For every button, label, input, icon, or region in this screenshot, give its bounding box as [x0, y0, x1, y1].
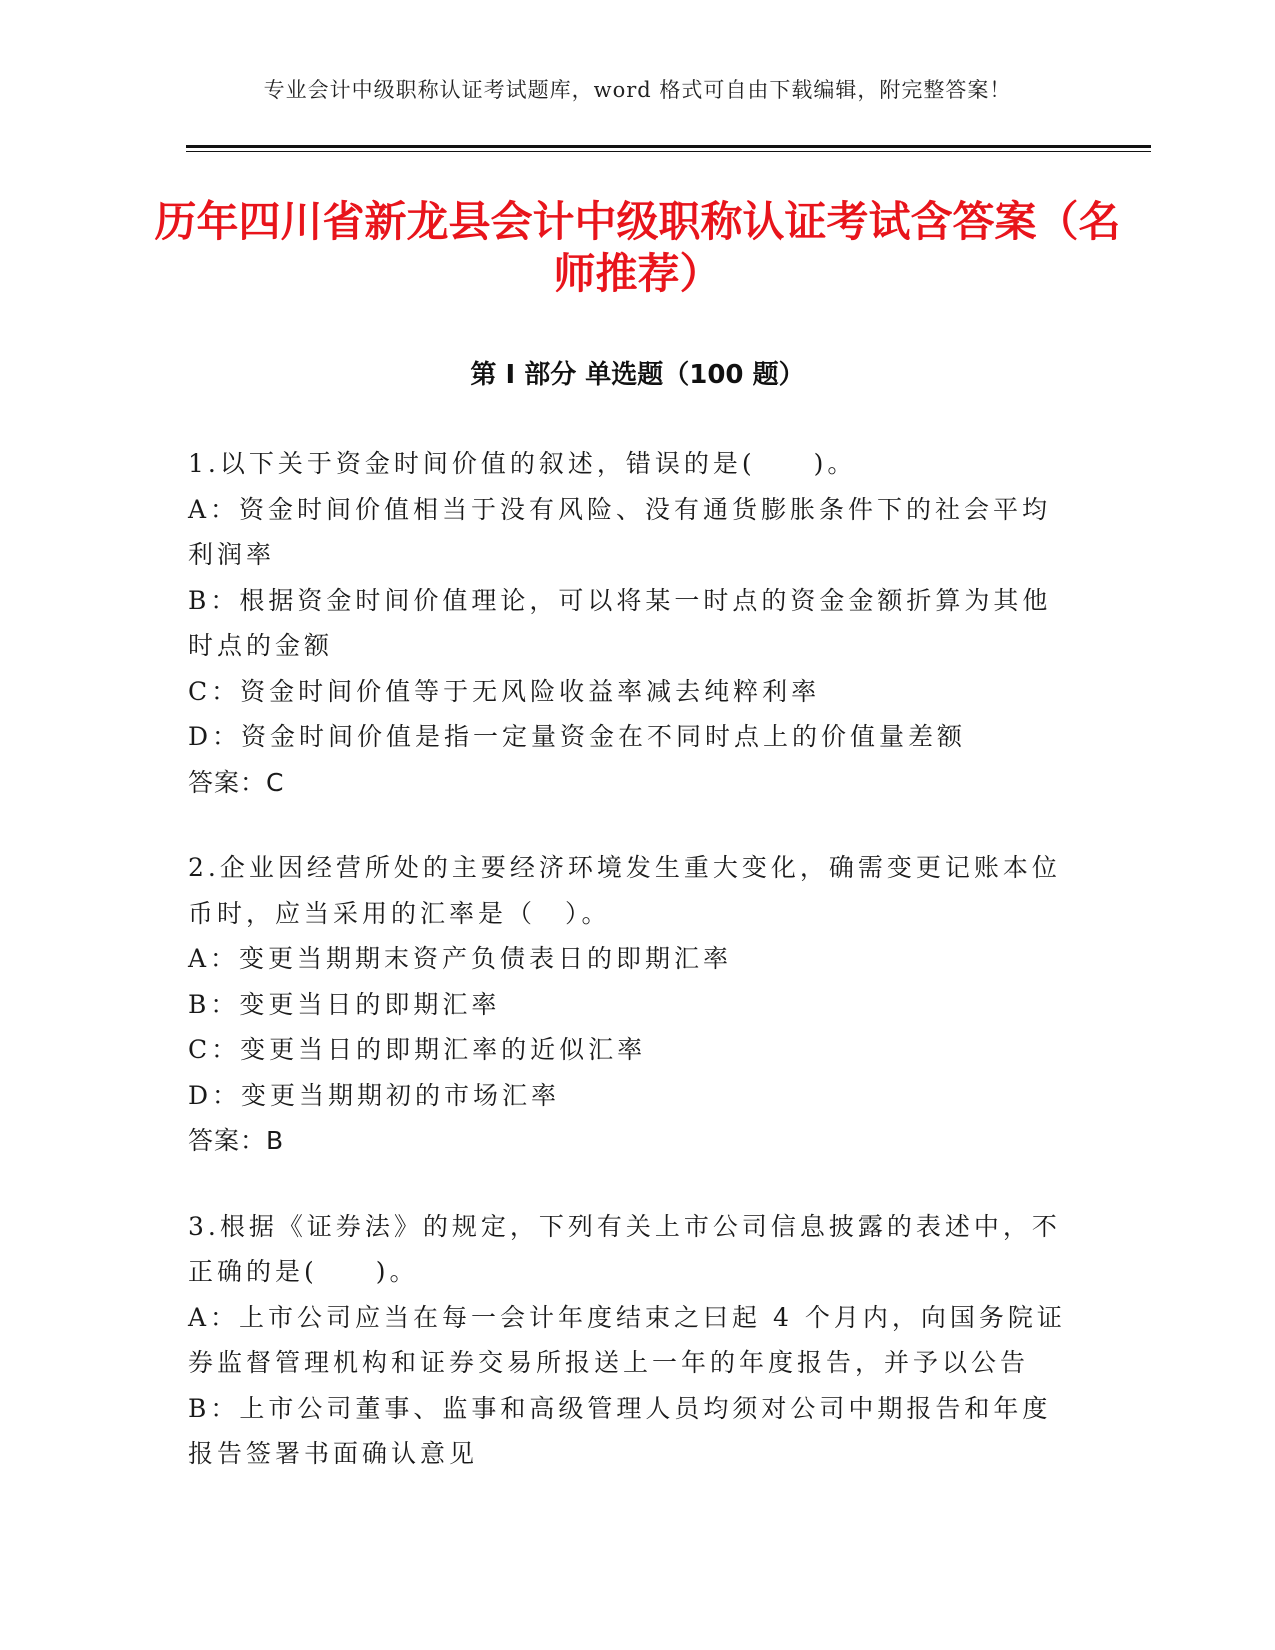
question-text: 1.以下关于资金时间价值的叙述，错误的是( )。 [188, 449, 857, 478]
question-3 [188, 1204, 1073, 1477]
question-text: 2.企业因经营所处的主要经济环境发生重大变化，确需变更记账本位币时，应当采用的汇率是（ ）。 [188, 853, 1061, 928]
answer: 答案：C [188, 767, 285, 797]
question-text: 3.根据《证券法》的规定，下列有关上市公司信息披露的表述中，不正确的是( )。 [188, 1211, 1061, 1286]
header-rule-thick [186, 145, 1151, 148]
section-heading: 第 I 部分 单选题（100 题） [470, 360, 805, 390]
option-d: D：资金时间价值是指一定量资金在不同时点上的价值量差额 [188, 722, 967, 751]
document-title: 历年四川省新龙县会计中级职称认证考试含答案（名师推荐） [154, 197, 1121, 298]
option-a: A：资金时间价值相当于没有风险、没有通货膨胀条件下的社会平均利润率 [188, 494, 1052, 569]
option-b: B：变更当日的即期汇率 [188, 989, 501, 1019]
option-a: A：上市公司应当在每一会计年度结束之曰起 4 个月内，向国务院证券监督管理机构和证券交易所报送上一年的年度报告，并予以公告 [188, 1302, 1066, 1377]
header-note: 专业会计中级职称认证考试题库，word 格式可自由下载编辑，附完整答案！ [263, 78, 1012, 102]
question-1 [188, 441, 1073, 805]
header-rule-thin [186, 151, 1151, 152]
option-b: B：根据资金时间价值理论，可以将某一时点的资金金额折算为其他时点的金额 [188, 585, 1052, 660]
option-c: C：资金时间价值等于无风险收益率减去纯粹利率 [188, 676, 821, 706]
option-b: B：上市公司董事、监事和高级管理人员均须对公司中期报告和年度报告签署书面确认意见 [188, 1393, 1052, 1468]
option-a: A：变更当期期末资产负债表日的即期汇率 [188, 944, 733, 973]
question-2 [188, 845, 1073, 1164]
option-c: C：变更当日的即期汇率的近似汇率 [188, 1035, 647, 1064]
answer: 答案：B [188, 1126, 285, 1155]
option-d: D：变更当期期初的市场汇率 [188, 1080, 561, 1110]
question-list [188, 441, 1073, 1517]
